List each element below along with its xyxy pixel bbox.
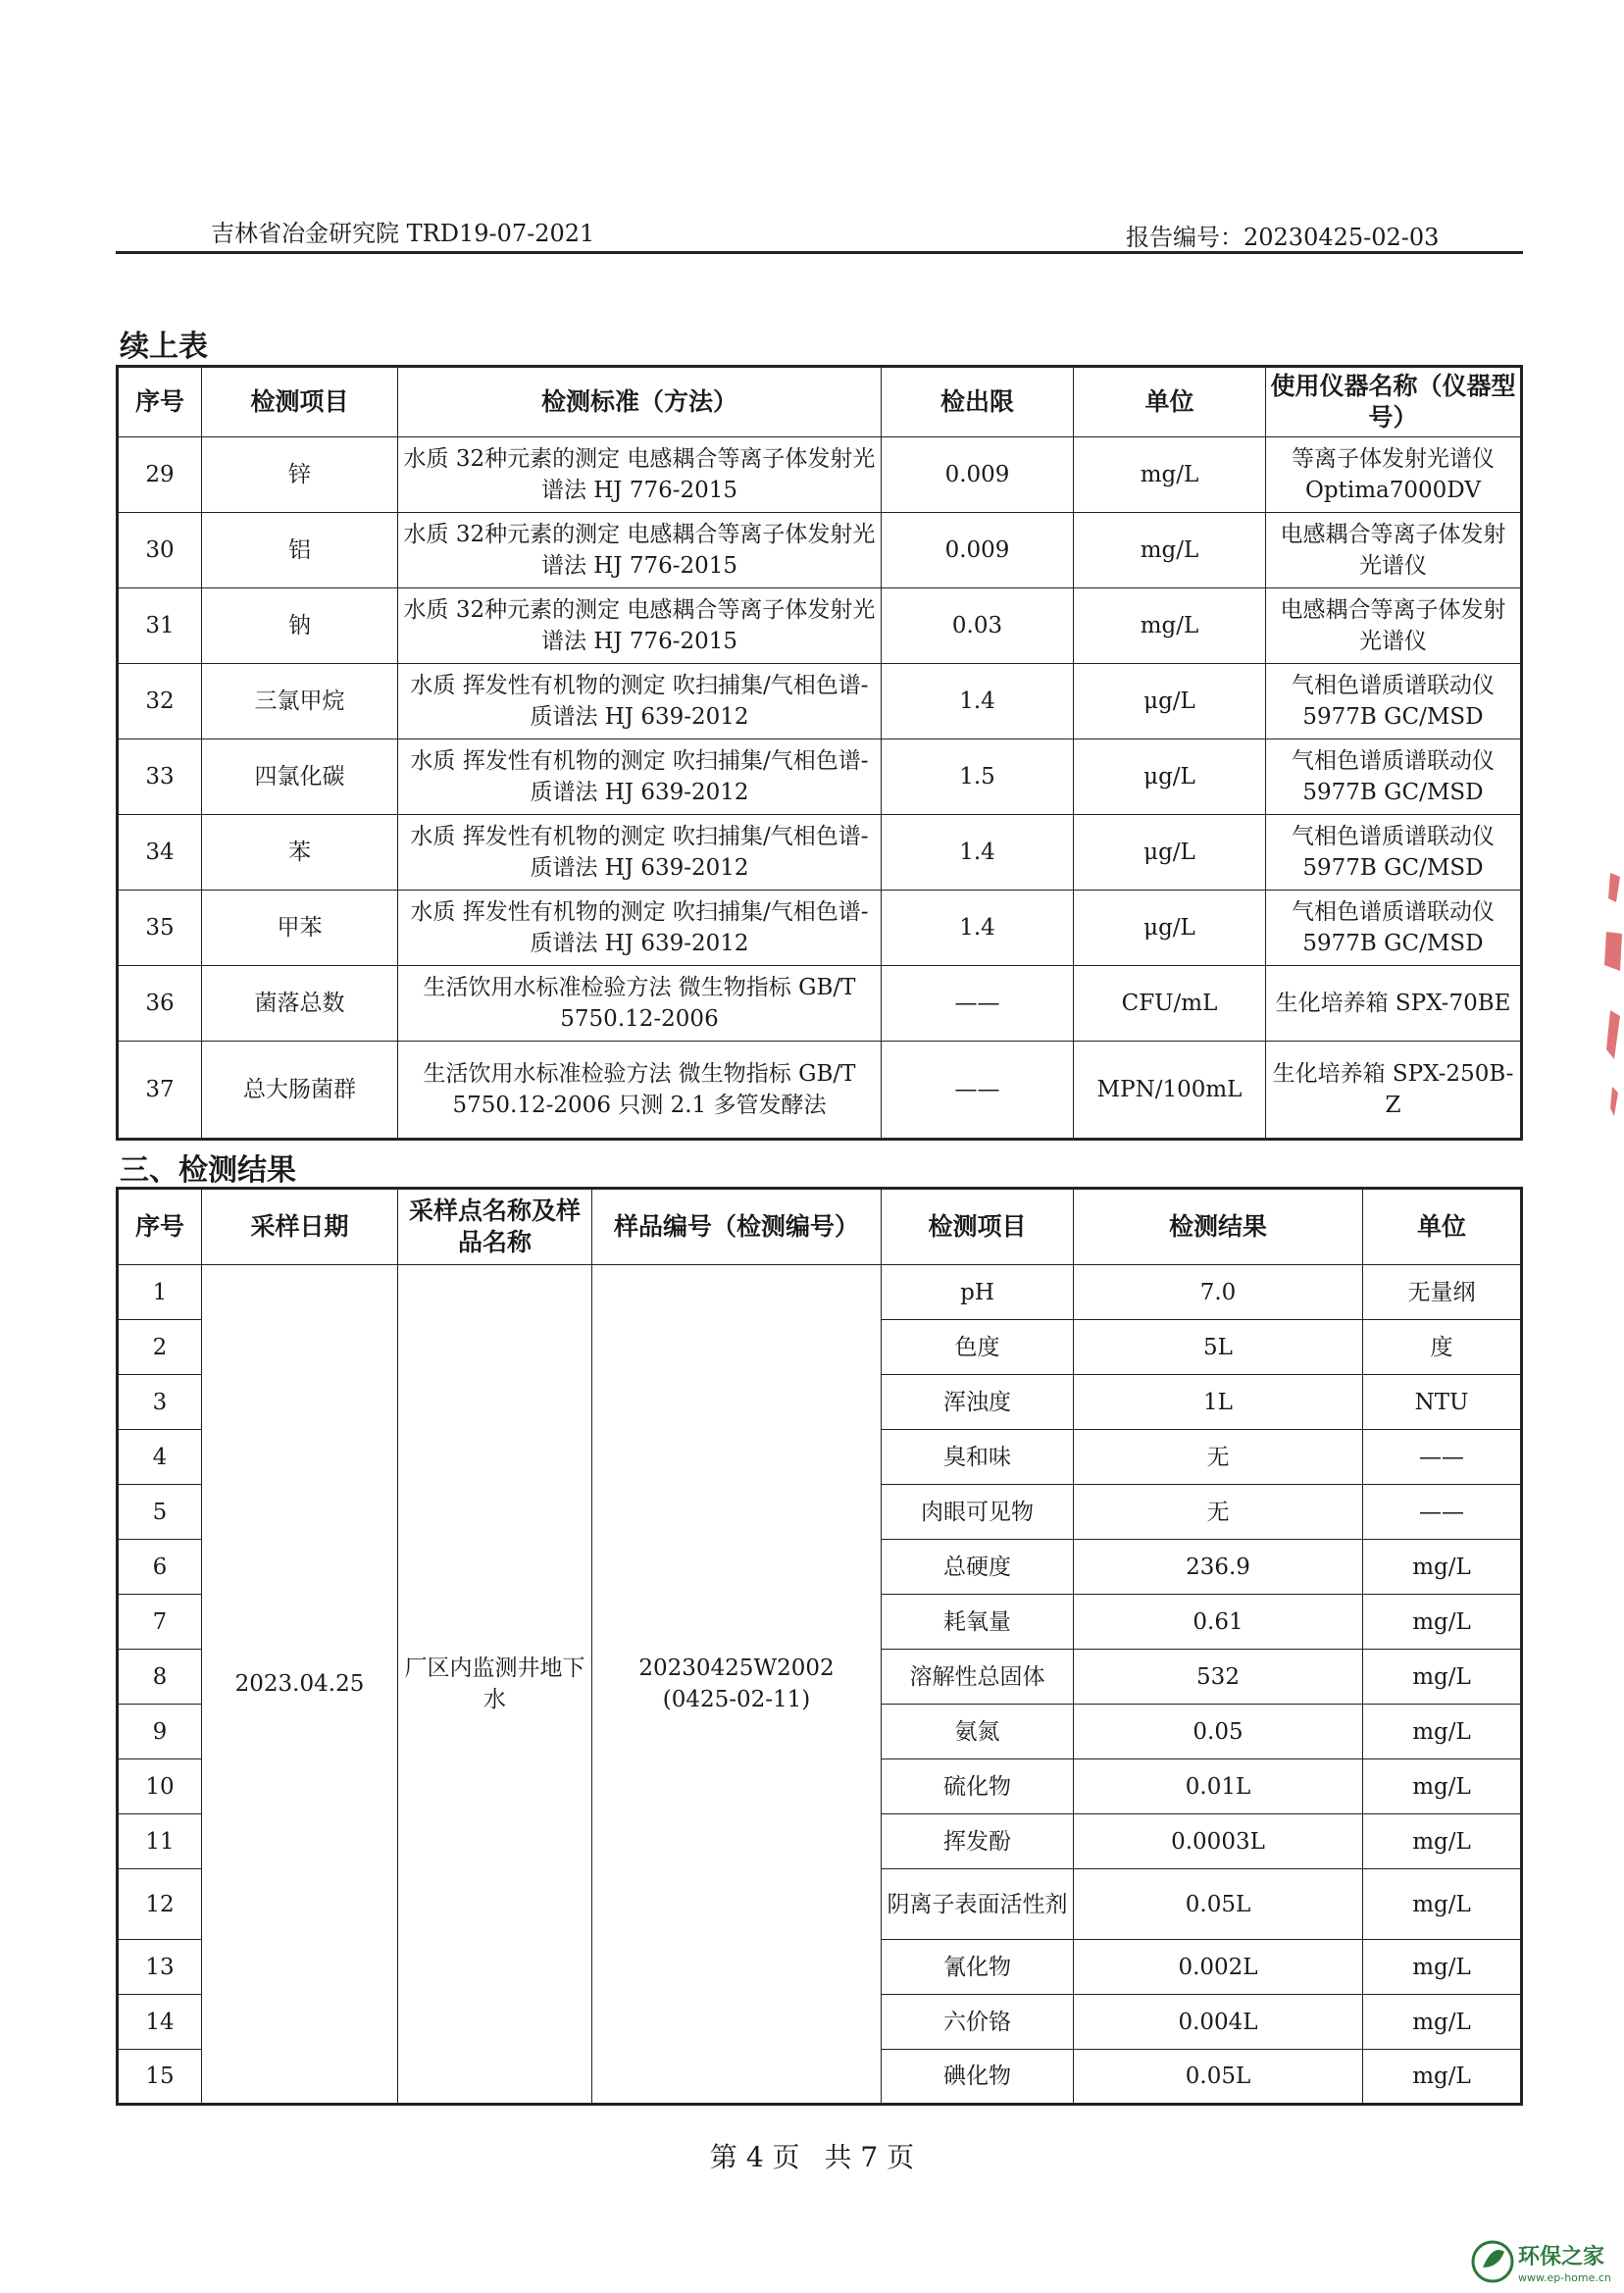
row-method: 生活饮用水标准检验方法 微生物指标 GB/T 5750.12-2006 只测 2.1 多管发酵法 bbox=[398, 1042, 882, 1140]
results-header-item: 检测项目 bbox=[882, 1189, 1074, 1265]
row-unit: mg/L bbox=[1363, 1650, 1522, 1705]
row-no: 12 bbox=[118, 1869, 202, 1940]
row-no: 3 bbox=[118, 1375, 202, 1430]
row-item: 总硬度 bbox=[882, 1540, 1074, 1595]
results-header-row bbox=[118, 1189, 1522, 1265]
row-no: 30 bbox=[118, 513, 202, 588]
sample-number bbox=[592, 1265, 882, 2105]
row-unit: mg/L bbox=[1363, 1814, 1522, 1869]
row-unit: mg/L bbox=[1363, 1705, 1522, 1759]
results-header-result: 检测结果 bbox=[1074, 1189, 1363, 1265]
row-limit: 1.4 bbox=[882, 664, 1074, 739]
row-item: 菌落总数 bbox=[202, 966, 398, 1042]
row-unit: mg/L bbox=[1363, 2050, 1522, 2105]
row-method: 生活饮用水标准检验方法 微生物指标 GB/T 5750.12-2006 bbox=[398, 966, 882, 1042]
row-unit: CFU/mL bbox=[1074, 966, 1266, 1042]
results-header-no: 序号 bbox=[118, 1189, 202, 1265]
row-no: 33 bbox=[118, 739, 202, 815]
methods-table bbox=[116, 365, 1523, 1141]
row-item: 浑浊度 bbox=[882, 1375, 1074, 1430]
results-header-date: 采样日期 bbox=[202, 1189, 398, 1265]
row-no: 15 bbox=[118, 2050, 202, 2105]
row-item: 溶解性总固体 bbox=[882, 1650, 1074, 1705]
page-total: 共 7 页 bbox=[824, 2141, 915, 2173]
table-row bbox=[118, 891, 1522, 966]
row-item: 甲苯 bbox=[202, 891, 398, 966]
row-no: 29 bbox=[118, 437, 202, 513]
row-result: 1L bbox=[1074, 1375, 1363, 1430]
row-result: 532 bbox=[1074, 1650, 1363, 1705]
results-header-sample: 样品编号（检测编号） bbox=[592, 1189, 882, 1265]
row-no: 8 bbox=[118, 1650, 202, 1705]
header-report-number: 报告编号：20230425-02-03 bbox=[1126, 224, 1440, 251]
methods-header-item: 检测项目 bbox=[202, 367, 398, 437]
row-item: 挥发酚 bbox=[882, 1814, 1074, 1869]
results-header-unit: 单位 bbox=[1363, 1189, 1522, 1265]
row-item: 碘化物 bbox=[882, 2050, 1074, 2105]
row-unit: mg/L bbox=[1074, 437, 1266, 513]
row-unit: μg/L bbox=[1074, 891, 1266, 966]
row-item: 臭和味 bbox=[882, 1430, 1074, 1485]
row-instrument: 气相色谱质谱联动仪 5977B GC/MSD bbox=[1266, 891, 1522, 966]
row-no: 6 bbox=[118, 1540, 202, 1595]
row-no: 36 bbox=[118, 966, 202, 1042]
row-limit: 1.4 bbox=[882, 891, 1074, 966]
methods-header-method: 检测标准（方法） bbox=[398, 367, 882, 437]
row-no: 4 bbox=[118, 1430, 202, 1485]
row-method: 水质 挥发性有机物的测定 吹扫捕集/气相色谱-质谱法 HJ 639-2012 bbox=[398, 891, 882, 966]
row-unit: mg/L bbox=[1363, 1940, 1522, 1995]
row-unit: mg/L bbox=[1363, 1595, 1522, 1650]
row-item: 耗氧量 bbox=[882, 1595, 1074, 1650]
row-limit: 0.03 bbox=[882, 588, 1074, 664]
table-row bbox=[118, 966, 1522, 1042]
leaf-icon bbox=[1473, 2242, 1512, 2281]
row-item: 色度 bbox=[882, 1320, 1074, 1375]
row-no: 5 bbox=[118, 1485, 202, 1540]
row-unit: mg/L bbox=[1363, 1869, 1522, 1940]
row-unit: NTU bbox=[1363, 1375, 1522, 1430]
table-row bbox=[118, 1042, 1522, 1140]
row-method: 水质 挥发性有机物的测定 吹扫捕集/气相色谱-质谱法 HJ 639-2012 bbox=[398, 664, 882, 739]
methods-header-limit: 检出限 bbox=[882, 367, 1074, 437]
row-no: 35 bbox=[118, 891, 202, 966]
watermark-name: 环保之家 bbox=[1518, 2245, 1605, 2269]
row-result: 0.004L bbox=[1074, 1995, 1363, 2050]
row-item: 肉眼可见物 bbox=[882, 1485, 1074, 1540]
row-instrument: 气相色谱质谱联动仪 5977B GC/MSD bbox=[1266, 815, 1522, 891]
row-item: 四氯化碳 bbox=[202, 739, 398, 815]
row-item: 硫化物 bbox=[882, 1759, 1074, 1814]
row-limit: 1.4 bbox=[882, 815, 1074, 891]
row-unit: mg/L bbox=[1363, 1759, 1522, 1814]
sampling-date: 2023.04.25 bbox=[202, 1265, 398, 2105]
methods-header-unit: 单位 bbox=[1074, 367, 1266, 437]
row-result: 0.05L bbox=[1074, 1869, 1363, 1940]
row-unit: μg/L bbox=[1074, 664, 1266, 739]
watermark-url: www.ep-home.cn bbox=[1518, 2271, 1611, 2284]
row-item: 氨氮 bbox=[882, 1705, 1074, 1759]
row-unit: μg/L bbox=[1074, 815, 1266, 891]
watermark-logo bbox=[1469, 2234, 1616, 2289]
methods-header-row bbox=[118, 367, 1522, 437]
row-unit: 无量纲 bbox=[1363, 1265, 1522, 1320]
row-unit: MPN/100mL bbox=[1074, 1042, 1266, 1140]
row-result: 0.61 bbox=[1074, 1595, 1363, 1650]
methods-header-no: 序号 bbox=[118, 367, 202, 437]
row-result: 无 bbox=[1074, 1485, 1363, 1540]
row-limit: —— bbox=[882, 966, 1074, 1042]
row-instrument: 电感耦合等离子体发射光谱仪 bbox=[1266, 588, 1522, 664]
row-result: 0.05 bbox=[1074, 1705, 1363, 1759]
row-unit: —— bbox=[1363, 1430, 1522, 1485]
row-method: 水质 挥发性有机物的测定 吹扫捕集/气相色谱-质谱法 HJ 639-2012 bbox=[398, 815, 882, 891]
row-item: 总大肠菌群 bbox=[202, 1042, 398, 1140]
row-no: 11 bbox=[118, 1814, 202, 1869]
row-no: 31 bbox=[118, 588, 202, 664]
row-no: 34 bbox=[118, 815, 202, 891]
row-item: 阴离子表面活性剂 bbox=[882, 1869, 1074, 1940]
row-instrument: 生化培养箱 SPX-250B-Z bbox=[1266, 1042, 1522, 1140]
row-unit: μg/L bbox=[1074, 739, 1266, 815]
row-no: 9 bbox=[118, 1705, 202, 1759]
row-result: 无 bbox=[1074, 1430, 1363, 1485]
row-method: 水质 挥发性有机物的测定 吹扫捕集/气相色谱-质谱法 HJ 639-2012 bbox=[398, 739, 882, 815]
row-limit: —— bbox=[882, 1042, 1074, 1140]
row-result: 236.9 bbox=[1074, 1540, 1363, 1595]
row-item: 六价铬 bbox=[882, 1995, 1074, 2050]
row-no: 37 bbox=[118, 1042, 202, 1140]
header-institute: 吉林省冶金研究院 TRD19-07-2021 bbox=[211, 220, 595, 247]
row-no: 7 bbox=[118, 1595, 202, 1650]
seal-stamp-fragment bbox=[1581, 863, 1624, 1118]
methods-header-instrument: 使用仪器名称（仪器型号） bbox=[1266, 367, 1522, 437]
row-unit: mg/L bbox=[1363, 1995, 1522, 2050]
row-result: 7.0 bbox=[1074, 1265, 1363, 1320]
row-instrument: 等离子体发射光谱仪 Optima7000DV bbox=[1266, 437, 1522, 513]
row-unit: 度 bbox=[1363, 1320, 1522, 1375]
row-no: 1 bbox=[118, 1265, 202, 1320]
row-limit: 0.009 bbox=[882, 437, 1074, 513]
results-header-site: 采样点名称及样品名称 bbox=[398, 1189, 592, 1265]
row-no: 10 bbox=[118, 1759, 202, 1814]
table-row bbox=[118, 1265, 1522, 1320]
row-instrument: 气相色谱质谱联动仪 5977B GC/MSD bbox=[1266, 739, 1522, 815]
row-no: 14 bbox=[118, 1995, 202, 2050]
row-limit: 0.009 bbox=[882, 513, 1074, 588]
results-table bbox=[116, 1187, 1523, 2106]
row-instrument: 电感耦合等离子体发射光谱仪 bbox=[1266, 513, 1522, 588]
row-item: 钠 bbox=[202, 588, 398, 664]
section-continued-title: 续上表 bbox=[120, 330, 208, 364]
sampling-site: 厂区内监测井地下水 bbox=[398, 1265, 592, 2105]
row-instrument: 生化培养箱 SPX-70BE bbox=[1266, 966, 1522, 1042]
row-instrument: 气相色谱质谱联动仪 5977B GC/MSD bbox=[1266, 664, 1522, 739]
row-result: 0.05L bbox=[1074, 2050, 1363, 2105]
row-no: 32 bbox=[118, 664, 202, 739]
row-unit: mg/L bbox=[1363, 1540, 1522, 1595]
table-row bbox=[118, 588, 1522, 664]
row-result: 0.002L bbox=[1074, 1940, 1363, 1995]
row-item: pH bbox=[882, 1265, 1074, 1320]
test-no: (0425-02-11) bbox=[662, 1687, 811, 1712]
table-row bbox=[118, 437, 1522, 513]
row-result: 0.0003L bbox=[1074, 1814, 1363, 1869]
sample-no: 20230425W2002 bbox=[638, 1656, 835, 1681]
row-item: 锌 bbox=[202, 437, 398, 513]
section-results-title: 三、检测结果 bbox=[120, 1153, 296, 1188]
table-row bbox=[118, 664, 1522, 739]
row-no: 2 bbox=[118, 1320, 202, 1375]
page-number: 第 4 页 bbox=[709, 2141, 800, 2173]
table-row bbox=[118, 513, 1522, 588]
row-unit: —— bbox=[1363, 1485, 1522, 1540]
header-divider bbox=[116, 251, 1523, 254]
row-unit: mg/L bbox=[1074, 588, 1266, 664]
row-no: 13 bbox=[118, 1940, 202, 1995]
row-result: 5L bbox=[1074, 1320, 1363, 1375]
row-item: 三氯甲烷 bbox=[202, 664, 398, 739]
row-result: 0.01L bbox=[1074, 1759, 1363, 1814]
row-unit: mg/L bbox=[1074, 513, 1266, 588]
row-method: 水质 32种元素的测定 电感耦合等离子体发射光谱法 HJ 776-2015 bbox=[398, 437, 882, 513]
row-item: 氰化物 bbox=[882, 1940, 1074, 1995]
table-row bbox=[118, 739, 1522, 815]
row-method: 水质 32种元素的测定 电感耦合等离子体发射光谱法 HJ 776-2015 bbox=[398, 513, 882, 588]
page-footer bbox=[0, 2136, 1624, 2175]
table-row bbox=[118, 815, 1522, 891]
row-item: 苯 bbox=[202, 815, 398, 891]
row-item: 铝 bbox=[202, 513, 398, 588]
row-method: 水质 32种元素的测定 电感耦合等离子体发射光谱法 HJ 776-2015 bbox=[398, 588, 882, 664]
row-limit: 1.5 bbox=[882, 739, 1074, 815]
